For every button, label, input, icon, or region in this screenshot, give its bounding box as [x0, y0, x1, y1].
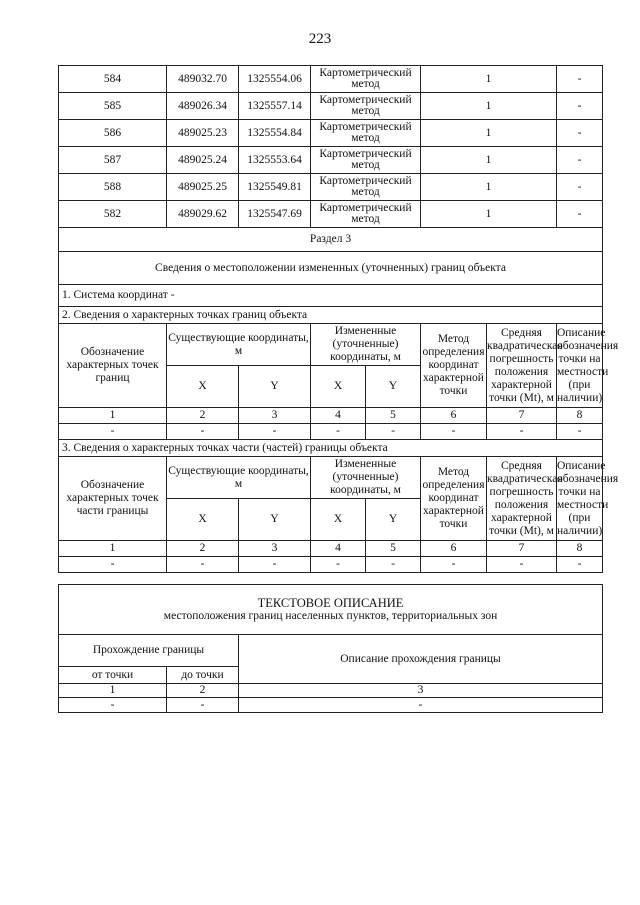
- hdr-changed-y: Y: [366, 366, 421, 408]
- dash-cell: -: [487, 557, 557, 573]
- dash-cell: -: [167, 557, 239, 573]
- description-cell: -: [557, 147, 603, 174]
- to-point-header: до точки: [167, 667, 239, 684]
- hdr-parts-existing: Существующие координаты, м: [167, 457, 311, 499]
- x-coord-cell: 489029.62: [167, 201, 239, 228]
- accuracy-cell: 1: [421, 120, 557, 147]
- col-number: 1: [59, 408, 167, 424]
- page-number: 223: [308, 31, 332, 47]
- dash-cell: -: [311, 557, 366, 573]
- col-number: 4: [311, 408, 366, 424]
- y-coord-cell: 1325554.84: [239, 120, 311, 147]
- x-coord-cell: 489026.34: [167, 93, 239, 120]
- dash-cell: -: [59, 557, 167, 573]
- y-coord-cell: 1325557.14: [239, 93, 311, 120]
- text-desc-subtitle: местоположения границ населенных пунктов, территориальных зон: [163, 609, 498, 622]
- method-cell: Картометрический метод: [311, 201, 421, 228]
- dash-cell: -: [59, 698, 167, 713]
- hdr-existing: Существующие координаты, м: [167, 324, 311, 366]
- hdr-parts-existing-y: Y: [239, 499, 311, 541]
- hdr-parts-changed: Измененные (уточненные) координаты, м: [311, 457, 421, 499]
- dash-cell: -: [311, 424, 366, 440]
- table-row: [59, 541, 603, 557]
- x-coord-cell: 489025.24: [167, 147, 239, 174]
- col-number: 3: [239, 541, 311, 557]
- dash-cell: -: [487, 424, 557, 440]
- hdr-designation: Обозначение характерных точек границ: [59, 324, 167, 408]
- point-number-cell: 585: [59, 93, 167, 120]
- description-cell: -: [557, 93, 603, 120]
- points-title: 2. Сведения о характерных точках границ объекта: [59, 307, 603, 324]
- col-number: 2: [167, 684, 239, 698]
- hdr-parts-existing-x: X: [167, 499, 239, 541]
- hdr-existing-y: Y: [239, 366, 311, 408]
- hdr-parts-changed-x: X: [311, 499, 366, 541]
- col-number: 4: [311, 541, 366, 557]
- dash-cell: -: [366, 424, 421, 440]
- point-number-cell: 586: [59, 120, 167, 147]
- y-coord-cell: 1325547.69: [239, 201, 311, 228]
- dash-cell: -: [167, 424, 239, 440]
- table-row: [59, 408, 603, 424]
- dash-cell: -: [421, 424, 487, 440]
- from-point-header: от точки: [59, 667, 167, 684]
- dash-cell: -: [59, 424, 167, 440]
- passage-description-header: Описание прохождения границы: [239, 635, 603, 684]
- method-cell: Картометрический метод: [311, 93, 421, 120]
- table-row: [59, 174, 603, 201]
- hdr-parts-designation: Обозначение характерных точек части границы: [59, 457, 167, 541]
- hdr-changed-x: X: [311, 366, 366, 408]
- accuracy-cell: 1: [421, 174, 557, 201]
- col-number: 2: [167, 408, 239, 424]
- col-number: 8: [557, 541, 603, 557]
- description-cell: -: [557, 120, 603, 147]
- hdr-parts-description: Описание обозначения точки на местности (при наличии): [557, 457, 603, 541]
- hdr-accuracy: Средняя квадратическая погрешность положения характерной точки (Mt), м: [487, 324, 557, 408]
- table-row: [59, 93, 603, 120]
- section-subtitle: Сведения о местоположении измененных (уточненных) границ объекта: [59, 252, 603, 285]
- method-cell: Картометрический метод: [311, 66, 421, 93]
- col-number: 3: [239, 408, 311, 424]
- dash-cell: -: [239, 424, 311, 440]
- table-row: [59, 201, 603, 228]
- point-number-cell: 587: [59, 147, 167, 174]
- method-cell: Картометрический метод: [311, 120, 421, 147]
- col-number: 5: [366, 408, 421, 424]
- col-number: 2: [167, 541, 239, 557]
- section-title: Раздел 3: [59, 228, 603, 252]
- hdr-existing-x: X: [167, 366, 239, 408]
- description-cell: -: [557, 66, 603, 93]
- dash-cell: -: [167, 698, 239, 713]
- col-number: 7: [487, 541, 557, 557]
- x-coord-cell: 489025.25: [167, 174, 239, 201]
- accuracy-cell: 1: [421, 201, 557, 228]
- dash-cell: -: [421, 557, 487, 573]
- point-number-cell: 588: [59, 174, 167, 201]
- col-number: 6: [421, 408, 487, 424]
- passage-header: Прохождение границы: [59, 635, 239, 667]
- table-row: [59, 120, 603, 147]
- col-number: 3: [239, 684, 603, 698]
- text-desc-block: [59, 585, 603, 635]
- y-coord-cell: 1325553.64: [239, 147, 311, 174]
- text-description-table: [58, 584, 603, 713]
- hdr-method: Метод определения координат характерной точки: [421, 324, 487, 408]
- dash-cell: -: [557, 557, 603, 573]
- hdr-description: Описание обозначения точки на местности (при наличии): [557, 324, 603, 408]
- hdr-parts-changed-y: Y: [366, 499, 421, 541]
- col-number: 1: [59, 541, 167, 557]
- col-number: 6: [421, 541, 487, 557]
- y-coord-cell: 1325549.81: [239, 174, 311, 201]
- point-number-cell: 584: [59, 66, 167, 93]
- table-row: [59, 424, 603, 440]
- y-coord-cell: 1325554.06: [239, 66, 311, 93]
- parts-title: 3. Сведения о характерных точках части (частей) границы объекта: [59, 440, 603, 457]
- table-row: [59, 147, 603, 174]
- hdr-changed: Измененные (уточненные) координаты, м: [311, 324, 421, 366]
- x-coord-cell: 489032.70: [167, 66, 239, 93]
- coord-system: 1. Система координат -: [59, 285, 603, 307]
- dash-cell: -: [366, 557, 421, 573]
- dash-cell: -: [239, 698, 603, 713]
- boundary-table: [58, 65, 619, 573]
- hdr-parts-accuracy: Средняя квадратическая погрешность положения характерной точки (Mt), м: [487, 457, 557, 541]
- method-cell: Картометрический метод: [311, 174, 421, 201]
- col-number: 8: [557, 408, 603, 424]
- accuracy-cell: 1: [421, 147, 557, 174]
- x-coord-cell: 489025.23: [167, 120, 239, 147]
- col-number: 7: [487, 408, 557, 424]
- table-row: [59, 557, 603, 573]
- description-cell: -: [557, 174, 603, 201]
- table-row: [59, 66, 603, 93]
- method-cell: Картометрический метод: [311, 147, 421, 174]
- accuracy-cell: 1: [421, 66, 557, 93]
- dash-cell: -: [557, 424, 603, 440]
- col-number: 1: [59, 684, 167, 698]
- description-cell: -: [557, 201, 603, 228]
- col-number: 5: [366, 541, 421, 557]
- accuracy-cell: 1: [421, 93, 557, 120]
- text-desc-title: ТЕКСТОВОЕ ОПИСАНИЕ: [257, 595, 404, 610]
- point-number-cell: 582: [59, 201, 167, 228]
- hdr-parts-method: Метод определения координат характерной точки: [421, 457, 487, 541]
- dash-cell: -: [239, 557, 311, 573]
